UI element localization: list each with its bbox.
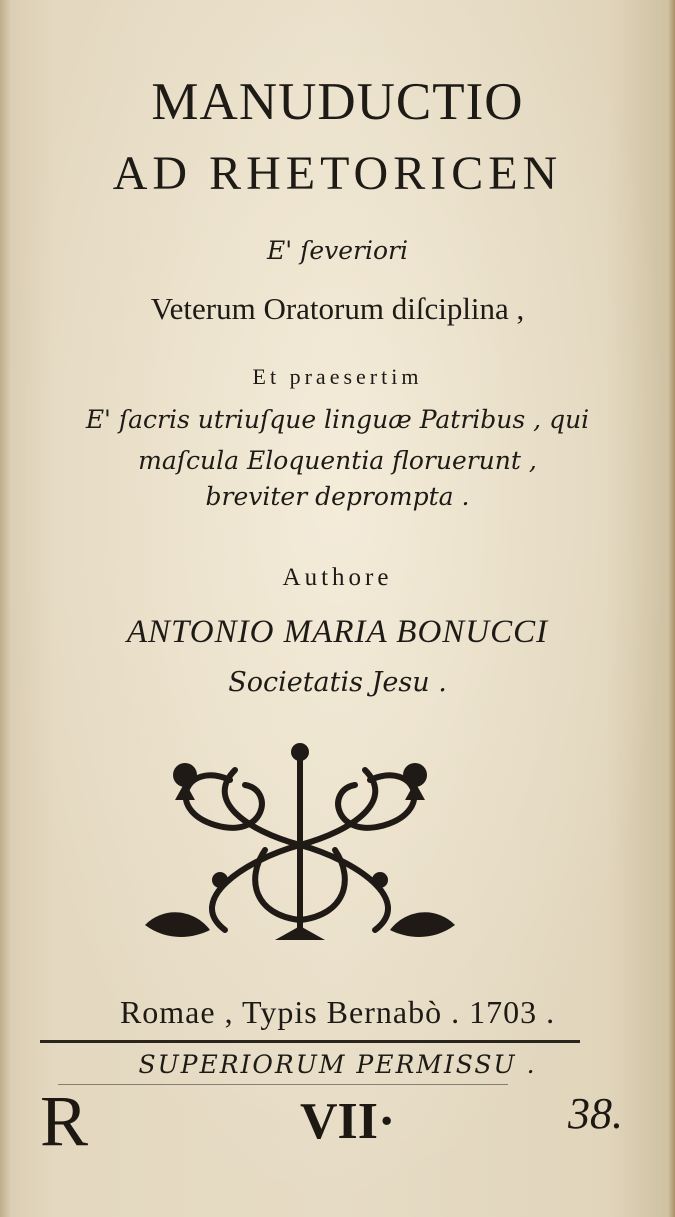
subtitle-line-5: maſcula Eloquentia floruerunt ,	[138, 446, 537, 475]
subtitle-line-2: Veterum Oratorum diſciplina ,	[150, 291, 525, 326]
permission-underline	[58, 1084, 508, 1085]
subtitle-line-1: E' ſeveriori	[267, 236, 408, 265]
title-line-2: AD RHETORICEN	[112, 147, 563, 200]
subtitle-line-6: breviter deprompta .	[205, 482, 470, 511]
shelfmark-center: VII·	[300, 1093, 396, 1150]
author-label: Authore	[282, 564, 393, 591]
monogram-ornament-icon	[125, 740, 475, 950]
imprint-rule	[40, 1040, 580, 1043]
imprint-line: Romae , Typis Bernabò . 1703 .	[119, 994, 556, 1030]
subtitle-line-3: Et praesertim	[252, 364, 423, 389]
shelfmark-right: 38.	[568, 1089, 623, 1138]
title-line-1: MANUDUCTIO	[151, 73, 524, 131]
author-society: Societatis Jesu .	[228, 667, 447, 698]
subtitle-line-4: E' ſacris utriuſque linguæ Patribus , qui	[85, 405, 590, 434]
author-name: ANTONIO MARIA BONUCCI	[126, 614, 549, 650]
permission-line: SUPERIORUM PERMISSU .	[138, 1050, 537, 1079]
shelfmark-left: R	[40, 1081, 89, 1161]
